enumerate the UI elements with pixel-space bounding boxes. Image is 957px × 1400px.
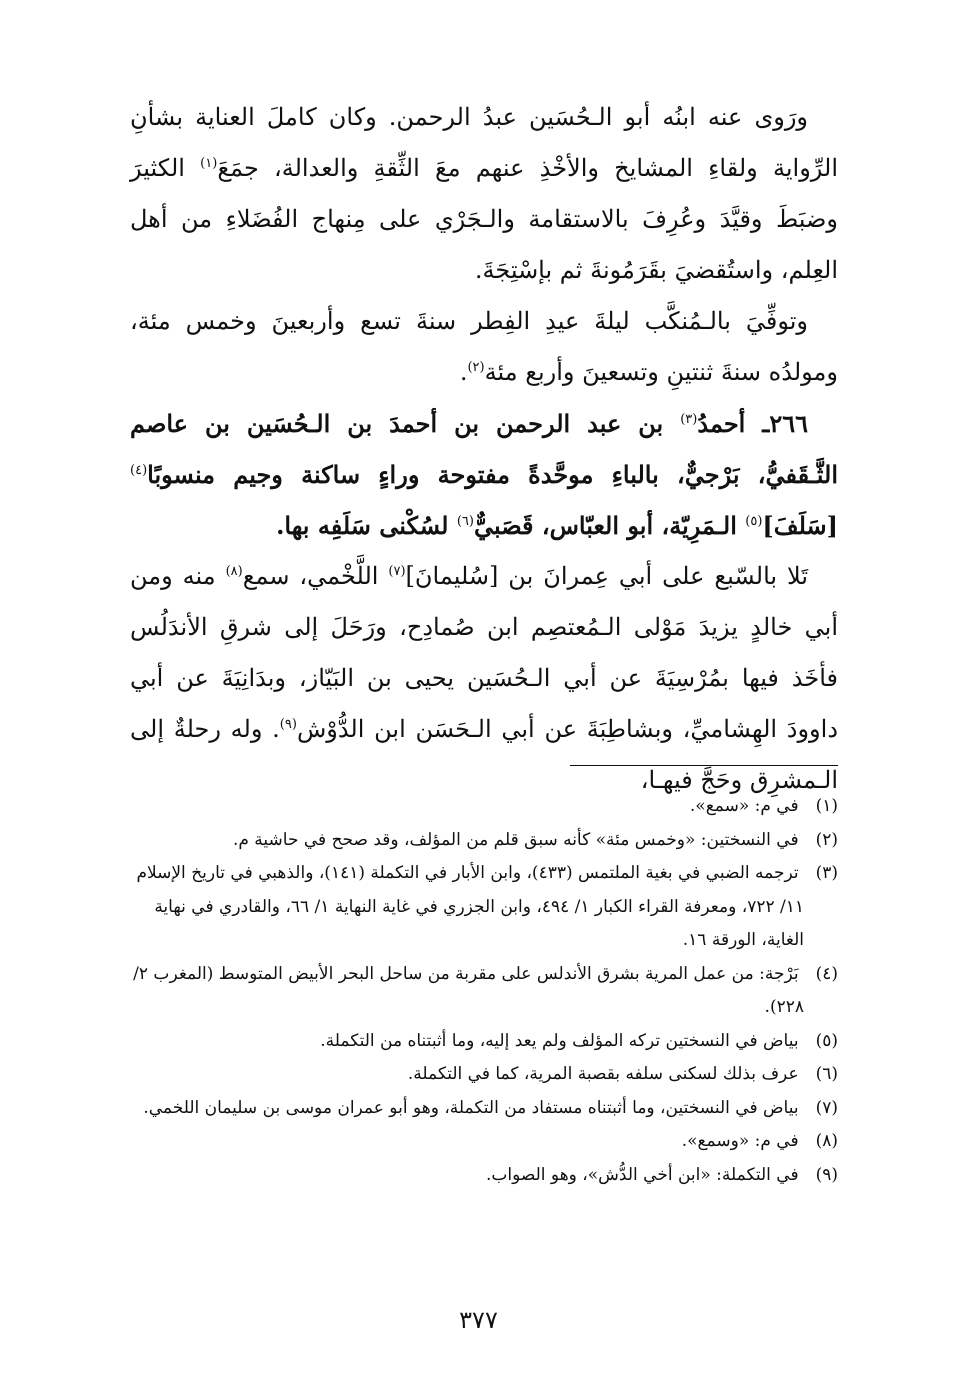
footnote-separator (570, 765, 838, 766)
footnotes-list (128, 790, 838, 1192)
footnote-9 (128, 1159, 838, 1193)
paragraph-2 (130, 296, 838, 398)
footnote-text: في م: «وسمع». (681, 1131, 799, 1151)
footnote-ref-1[interactable]: (١) (200, 156, 218, 171)
footnote-4 (128, 958, 838, 1025)
footnote-number: (٦) (815, 1064, 838, 1084)
paragraph-2-text-a: وتوفِّيَ بالـمُنكَّب ليلةَ عيدِ الفِطر سنةَ تسع وأربعينَ وخمس مئة، ومولدُه سنةَ ثنتينِ وتسعينَ وأربع مئة (130, 307, 838, 386)
footnote-ref-4[interactable]: (٤) (130, 463, 148, 478)
footnote-ref-9[interactable]: (٩) (279, 717, 297, 732)
footnote-ref-2[interactable]: (٢) (467, 360, 485, 375)
footnote-1 (128, 790, 838, 824)
footnote-3 (128, 857, 838, 958)
paragraph-1-text-a: ورَوى عنه ابنُه أبو الـحُسَين عبدُ الرحمن. وكان كاملَ العناية بشأنِ الرِّواية ولقاءِ المشايخ والأخْذِ عنهم معَ الثِّقةِ والعدالة، جمَعَ (130, 103, 839, 182)
paragraph-3 (130, 551, 838, 806)
footnote-text: عرف بذلك لسكنى سلفه بقصبة المرية، كما في التكملة. (407, 1064, 799, 1084)
main-text (130, 92, 838, 806)
entry-text-c: [سَلَفَ] (762, 511, 838, 540)
entry-text-a: ٢٦٦ـ أحمدُ (697, 409, 808, 438)
entry-text-b: بن عبد الرحمن بن أحمدَ بن الـحُسَين بن عاصم الثَّـقَفيُّ، بَرْجيٌّ، بالباءِ موحَّدةً مفتوحة وراءٍ ساكنة وجيم منسوبًا (130, 409, 838, 489)
paragraph-3-text-d: . وله رحلةٌ إلى الـمشرِق وحَجَّ فيهـا، (130, 715, 838, 794)
footnote-text: في م: «سمع». (689, 796, 799, 816)
footnote-text: بياض في النسختين، وما أثبتناه مستفاد من التكملة، وهو أبو عمران موسى بن سليمان اللخمي. (143, 1097, 799, 1118)
footnote-ref-8[interactable]: (٨) (225, 564, 243, 579)
footnote-number: (١) (815, 796, 838, 816)
footnote-8 (128, 1125, 838, 1159)
footnote-number: (٧) (815, 1097, 838, 1118)
entry-text-e: لسُكْنى سَلَفِه بها. (276, 511, 457, 540)
footnote-text: بَرْجة: من عمل المرية بشرق الأندلس على مقربة من ساحل البحر الأبيض المتوسط (المغرب ٢/ ٢٢٨). (133, 963, 804, 1017)
entry-text-d: الـمَرِيّة، أبو العبّاس، قَصَبيٌّ (473, 511, 746, 540)
footnote-number: (٤) (815, 963, 838, 984)
footnote-text: بياض في النسختين تركه المؤلف ولم يعد إليه، وما أثبتناه من التكملة. (320, 1030, 799, 1051)
footnote-number: (٣) (815, 863, 838, 883)
paragraph-1 (130, 92, 838, 296)
footnote-ref-7[interactable]: (٧) (388, 564, 406, 579)
page-number: ٣٧٧ (459, 1306, 498, 1334)
footnote-ref-6[interactable]: (٦) (456, 514, 474, 529)
footnote-text: في النسختين: «وخمس مئة» كأنه سبق قلم من المؤلف، وقد صحح في حاشية م. (232, 829, 799, 850)
paragraph-3-text-a: تَلا بالسّبع على أبي عِمرانَ بن [سُليمانَ] (405, 562, 809, 590)
footnote-5 (128, 1025, 838, 1059)
footnote-7 (128, 1092, 838, 1126)
paragraph-1-text-b: الكثيرَ وضبَطَ وقيَّدَ وعُرِفَ بالاستقامة والـجَرْي على مِنهاج الفُضَلاءِ من أهل العِلم، واستُقضيَ بقَرَمُونةَ ثم بإسْتِجَةَ. (130, 154, 838, 284)
footnote-6 (128, 1058, 838, 1092)
footnote-number: (٢) (815, 829, 838, 850)
footnote-number: (٥) (815, 1030, 838, 1051)
paragraph-2-text-b: . (459, 358, 468, 386)
footnote-text: في التكملة: «ابن أخي الدُّش»، وهو الصواب. (485, 1164, 799, 1185)
footnote-2 (128, 824, 838, 858)
footnote-ref-5[interactable]: (٥) (745, 514, 763, 529)
paragraph-3-text-c: منه ومن أبي خالدٍ يزيدَ مَوْلى الـمُعتصِم ابن صُمادِح، ورَحَلَ إلى شرقِ الأندَلُس فأخَذ فيها بمُرْسِيَةَ عن أبي الـحُسَين يحيى بن البَيّاز، وبدَانِيَةَ عن أبي داوودَ الهِشاميِّ، وبشاطِبَةَ عن أبي الـحَسَن ابن الدُّوْش (130, 562, 838, 743)
biography-entry-heading (130, 398, 838, 551)
footnote-text: ترجمه الضبي في بغية الملتمس (٤٣٣)، وابن الأبار في التكملة (١٤١)، والذهبي في تاريخ الإسلام ١١/ ٧٢٢، ومعرفة القراء الكبار ١/ ٤٩٤، وابن الجزري في غاية النهاية ١/ ٦٦، والقادري في نهاية الغاية، الورقة ١٦. (136, 863, 804, 950)
paragraph-3-text-b: اللَّخْمي، سمع (242, 562, 389, 590)
footnote-number: (٨) (815, 1131, 838, 1151)
footnote-ref-3[interactable]: (٣) (680, 412, 698, 427)
footnote-number: (٩) (815, 1164, 838, 1185)
